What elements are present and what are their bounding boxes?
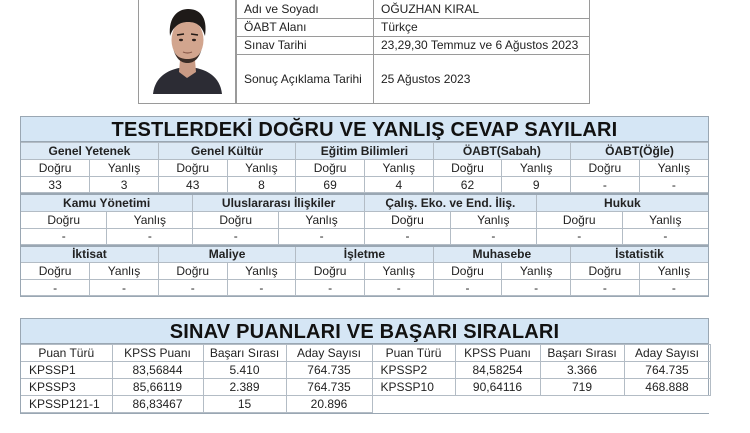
col-header: Puan Türü (21, 345, 112, 362)
info-row-field (237, 18, 591, 36)
candidate-count: 764.735 (286, 362, 372, 379)
correct-count: 33 (21, 177, 90, 193)
wrong-label: Yanlış (639, 160, 708, 177)
col-header: KPSS Puanı (112, 345, 203, 362)
kpss-score: 86,83467 (112, 396, 203, 413)
score-type: KPSSP3 (21, 379, 112, 396)
kpss-score: 83,56844 (112, 362, 203, 379)
info-value: 25 Ağustos 2023 (374, 54, 591, 103)
wrong-count: - (502, 280, 571, 296)
correct-label: Doğru (433, 160, 502, 177)
col-header: KPSS Puanı (455, 345, 540, 362)
table-row (21, 362, 710, 379)
candidate-count: 764.735 (286, 379, 372, 396)
wrong-label: Yanlış (502, 263, 571, 280)
correct-label: Doğru (571, 160, 640, 177)
test-name: Maliye (158, 246, 295, 263)
table-row (21, 379, 710, 396)
answers-group-3 (21, 245, 708, 297)
correct-count: - (433, 280, 502, 296)
wrong-label: Yanlış (227, 263, 296, 280)
info-label: Sonuç Açıklama Tarihi (237, 54, 374, 103)
test-name: İşletme (296, 246, 433, 263)
test-name: Eğitim Bilimleri (296, 143, 433, 160)
kpss-score: 85,66119 (112, 379, 203, 396)
correct-count: 43 (158, 177, 227, 193)
wrong-count: - (639, 280, 708, 296)
table-row (21, 396, 710, 413)
test-name: ÖABT(Sabah) (433, 143, 570, 160)
wrong-count: - (639, 177, 708, 193)
wrong-label: Yanlış (364, 263, 433, 280)
correct-label: Doğru (193, 211, 279, 228)
test-name: İktisat (21, 246, 158, 263)
wrong-count: - (364, 280, 433, 296)
candidate-info-table (236, 0, 590, 103)
candidate-count: 20.896 (286, 396, 372, 413)
info-label: Sınav Tarihi (237, 36, 374, 54)
test-name: Genel Kültür (158, 143, 295, 160)
correct-count: - (536, 228, 622, 244)
success-rank: 3.366 (540, 362, 624, 379)
scores-title: SINAV PUANLARI VE BAŞARI SIRALARI (21, 319, 708, 344)
correct-label: Doğru (433, 263, 502, 280)
score-type: KPSSP2 (372, 362, 455, 379)
test-name: Kamu Yönetimi (21, 194, 193, 211)
test-name: İstatistik (571, 246, 709, 263)
correct-count: - (365, 228, 451, 244)
answers-panel (20, 116, 709, 297)
correct-label: Doğru (158, 160, 227, 177)
kpss-score: 90,64116 (455, 379, 540, 396)
scores-header-row (21, 345, 710, 362)
test-name: Çalış. Eko. ve End. İliş. (365, 194, 537, 211)
wrong-count: 3 (90, 177, 159, 193)
wrong-label: Yanlış (364, 160, 433, 177)
answers-group-2 (21, 193, 708, 245)
kpss-score: 84,58254 (455, 362, 540, 379)
info-label: Adı ve Soyadı (237, 0, 374, 18)
score-type: KPSSP1 (21, 362, 112, 379)
success-rank: 15 (203, 396, 286, 413)
correct-label: Doğru (296, 263, 365, 280)
wrong-label: Yanlış (450, 211, 536, 228)
wrong-label: Yanlış (90, 263, 159, 280)
scores-table (21, 344, 711, 413)
wrong-count: - (450, 228, 536, 244)
correct-count: 69 (296, 177, 365, 193)
correct-count: - (193, 228, 279, 244)
wrong-label: Yanlış (639, 263, 708, 280)
wrong-count: - (622, 228, 708, 244)
success-rank: 5.410 (203, 362, 286, 379)
correct-count: 62 (433, 177, 502, 193)
test-name: Hukuk (536, 194, 708, 211)
wrong-count: - (107, 228, 193, 244)
answers-title: TESTLERDEKİ DOĞRU VE YANLIŞ CEVAP SAYILARI (21, 117, 708, 142)
wrong-count: 4 (364, 177, 433, 193)
test-name: Uluslararası İlişkiler (193, 194, 365, 211)
wrong-label: Yanlış (227, 160, 296, 177)
photo-cell (139, 0, 236, 104)
candidate-count: 468.888 (624, 379, 710, 396)
candidate-info (138, 0, 590, 104)
score-type: KPSSP10 (372, 379, 455, 396)
col-header: Başarı Sırası (203, 345, 286, 362)
test-name: ÖABT(Öğle) (571, 143, 709, 160)
empty-cell (372, 396, 710, 413)
correct-label: Doğru (21, 263, 90, 280)
correct-label: Doğru (158, 263, 227, 280)
success-rank: 719 (540, 379, 624, 396)
correct-count: - (21, 280, 90, 296)
wrong-label: Yanlış (90, 160, 159, 177)
correct-label: Doğru (296, 160, 365, 177)
info-row-exam-date (237, 36, 591, 54)
wrong-label: Yanlış (622, 211, 708, 228)
correct-label: Doğru (21, 211, 107, 228)
correct-label: Doğru (21, 160, 90, 177)
correct-count: - (571, 177, 640, 193)
info-value: 23,29,30 Temmuz ve 6 Ağustos 2023 (374, 36, 591, 54)
score-type: KPSSP121-1 (21, 396, 112, 413)
info-label: ÖABT Alanı (237, 18, 374, 36)
wrong-label: Yanlış (502, 160, 571, 177)
info-row-result-date (237, 54, 591, 103)
col-header: Aday Sayısı (286, 345, 372, 362)
wrong-count: 9 (502, 177, 571, 193)
wrong-count: 8 (227, 177, 296, 193)
correct-count: - (158, 280, 227, 296)
correct-label: Doğru (536, 211, 622, 228)
info-value: OĞUZHAN KIRAL (374, 0, 591, 18)
col-header: Başarı Sırası (540, 345, 624, 362)
test-name: Genel Yetenek (21, 143, 158, 160)
wrong-count: - (279, 228, 365, 244)
correct-label: Doğru (365, 211, 451, 228)
answers-group-1 (21, 142, 708, 193)
wrong-label: Yanlış (279, 211, 365, 228)
col-header: Aday Sayısı (624, 345, 710, 362)
scores-panel (20, 318, 709, 414)
test-name: Muhasebe (433, 246, 570, 263)
correct-count: - (296, 280, 365, 296)
wrong-count: - (227, 280, 296, 296)
success-rank: 2.389 (203, 379, 286, 396)
col-header: Puan Türü (372, 345, 455, 362)
info-value: Türkçe (374, 18, 591, 36)
candidate-count: 764.735 (624, 362, 710, 379)
wrong-count: - (90, 280, 159, 296)
correct-count: - (21, 228, 107, 244)
correct-count: - (571, 280, 640, 296)
candidate-photo (149, 0, 226, 94)
wrong-label: Yanlış (107, 211, 193, 228)
correct-label: Doğru (571, 263, 640, 280)
info-row-name (237, 0, 591, 18)
